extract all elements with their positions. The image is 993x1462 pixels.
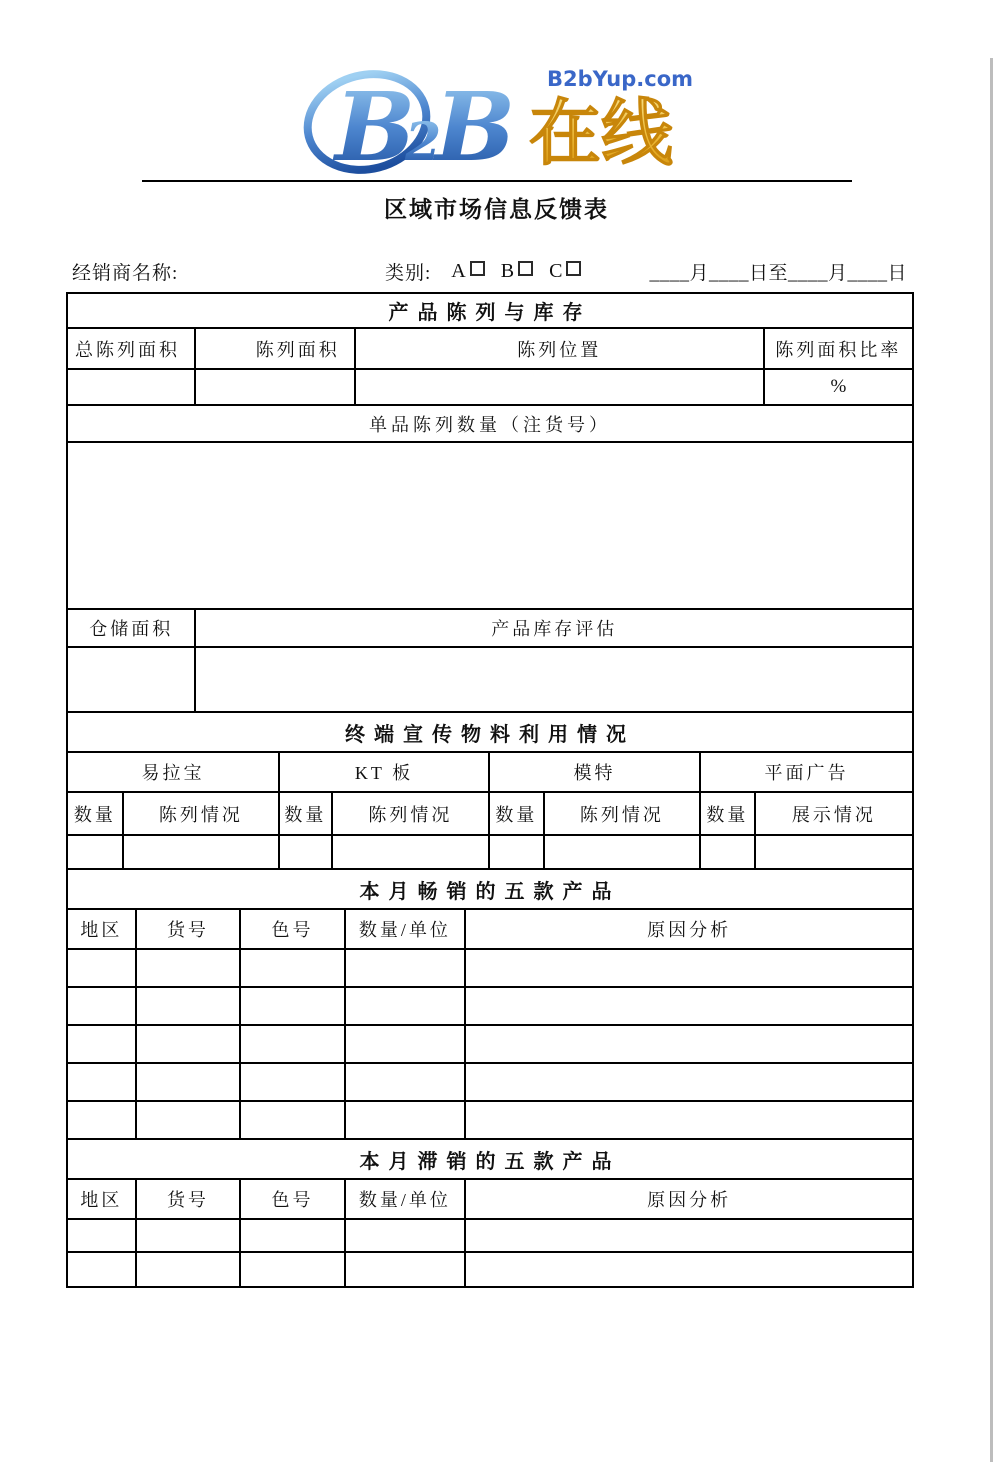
input-cell [241,1026,346,1062]
input-cell [137,1026,242,1062]
header-region: 地区 [68,1180,137,1218]
best-sellers-input-row [68,950,912,988]
slow-sellers-title-row [68,1140,912,1180]
option-a-label: A [451,260,466,282]
header-display-area-ratio: 陈列面积比率 [775,339,902,360]
header-storage-area: 仓储面积 [68,610,196,646]
input-cell [466,950,912,986]
section-product-display-title: 产品陈列与库存 [388,302,592,324]
materials-title-row [68,713,912,753]
best-sellers-title-row [68,870,912,910]
input-cell [137,950,242,986]
input-cell [241,950,346,986]
input-cell [346,1102,466,1138]
input-cell [756,836,912,868]
category-option-a [451,260,484,283]
report-date-range: ____月____日至____月____日 [649,263,907,284]
input-cell [490,836,545,868]
header-total-display-area: 总陈列面积 [68,329,196,368]
section-slow-sellers-title: 本月滞销的五款产品 [359,1150,621,1173]
category-group [385,258,597,285]
option-b-label: B [500,260,515,282]
header-display-area: 陈列面积 [196,329,355,368]
input-cell [68,1064,137,1100]
input-cell [346,1064,466,1100]
materials-group-row [68,753,912,793]
header-print-ad: 平面广告 [764,763,849,783]
feedback-table [66,292,914,1288]
input-cell [346,1026,466,1062]
header-display-status-3: 陈列情况 [545,793,701,834]
input-cell [545,836,701,868]
input-cell [346,950,466,986]
input-cell [124,836,280,868]
input-cell [701,836,756,868]
input-cell [137,1253,242,1286]
checkbox-c[interactable] [566,261,581,276]
section-materials-title: 终端宣传物料利用情况 [345,723,635,746]
logo-letter-b1: B [334,72,415,176]
best-sellers-input-row [68,1064,912,1102]
best-sellers-input-row [68,1102,912,1140]
percent-cell: % [830,376,847,397]
input-cell [241,1253,346,1286]
b2byup-logo [297,58,697,176]
input-inventory-evaluation [196,648,912,711]
display-input-row [68,370,912,406]
input-cell [68,836,124,868]
storage-input-row [68,648,912,713]
header-divider [142,180,852,182]
header-region: 地区 [68,910,137,948]
best-sellers-input-row [68,1026,912,1064]
checkbox-b[interactable] [518,261,533,276]
header-item-no: 货号 [137,1180,242,1218]
header-roll-up-banner: 易拉宝 [68,753,280,791]
input-cell [137,1102,242,1138]
header-display-status-1: 陈列情况 [124,793,280,834]
input-cell [280,836,333,868]
header-kt-board: KT 板 [280,753,490,791]
header-quantity-4: 数量 [701,793,756,834]
materials-subheader-row [68,793,912,836]
input-storage-area [68,648,196,711]
input-cell [333,836,490,868]
input-cell [137,1064,242,1100]
slow-sellers-input-row [68,1253,912,1286]
header-reason-analysis: 原因分析 [647,1190,732,1210]
input-display-position [356,370,765,404]
category-option-b [501,260,533,283]
input-cell [68,1253,137,1286]
best-sellers-header-row [68,910,912,950]
storage-header-row [68,610,912,648]
logo-digit-2: 2 [404,112,441,173]
header-model: 模特 [490,753,701,791]
input-total-display-area [68,370,196,404]
single-item-qty-input-row [68,443,912,610]
input-cell [68,1102,137,1138]
input-cell [241,1102,346,1138]
materials-input-row [68,836,912,870]
logo-letter-b2: B [434,72,515,176]
header-inventory-evaluation: 产品库存评估 [491,619,618,639]
input-cell [466,1253,912,1286]
input-cell [466,1220,912,1251]
input-cell [466,1026,912,1062]
single-item-qty-title-row [68,406,912,443]
input-cell [241,1220,346,1251]
header-item-no: 货号 [137,910,242,948]
header-display-status-2: 陈列情况 [333,793,490,834]
header-qty-unit: 数量/单位 [346,910,466,948]
input-cell [68,1220,137,1251]
best-sellers-input-row [68,988,912,1026]
logo-cn-text: 在线 [528,91,673,175]
category-label: 类别: [385,263,432,284]
info-row [0,256,993,284]
input-cell [241,1064,346,1100]
slow-sellers-header-row [68,1180,912,1220]
header-show-status: 展示情况 [791,804,876,825]
input-cell [241,988,346,1024]
header-quantity-1: 数量 [68,793,124,834]
input-cell [466,1102,912,1138]
header-qty-unit: 数量/单位 [346,1180,466,1218]
input-cell [346,1253,466,1286]
input-cell [68,950,137,986]
input-cell [137,988,242,1024]
input-cell [346,988,466,1024]
section-product-display-title-row [68,294,912,329]
category-option-c [549,260,581,283]
header-reason-analysis: 原因分析 [647,920,732,940]
form-title: 区域市场信息反馈表 [384,197,609,222]
input-display-area [196,370,355,404]
checkbox-a[interactable] [470,261,485,276]
section-best-sellers-title: 本月畅销的五款产品 [359,880,621,903]
display-header-row [68,329,912,370]
input-cell [346,1220,466,1251]
input-cell [466,988,912,1024]
header-quantity-2: 数量 [280,793,333,834]
header-color-no: 色号 [241,1180,346,1218]
input-cell [137,1220,242,1251]
logo-site-url: B2bYup.com [546,67,693,91]
dealer-name-label: 经销商名称: [72,263,179,284]
header-display-position: 陈列位置 [356,329,765,368]
slow-sellers-input-row [68,1220,912,1253]
input-cell [68,1026,137,1062]
single-item-qty-input-area [68,443,912,608]
input-cell [68,988,137,1024]
header-color-no: 色号 [241,910,346,948]
input-cell [466,1064,912,1100]
page-header [0,58,993,226]
option-c-label: C [549,260,563,282]
section-single-item-qty-title: 单品陈列数量（注货号） [369,414,611,435]
header-quantity-3: 数量 [490,793,545,834]
